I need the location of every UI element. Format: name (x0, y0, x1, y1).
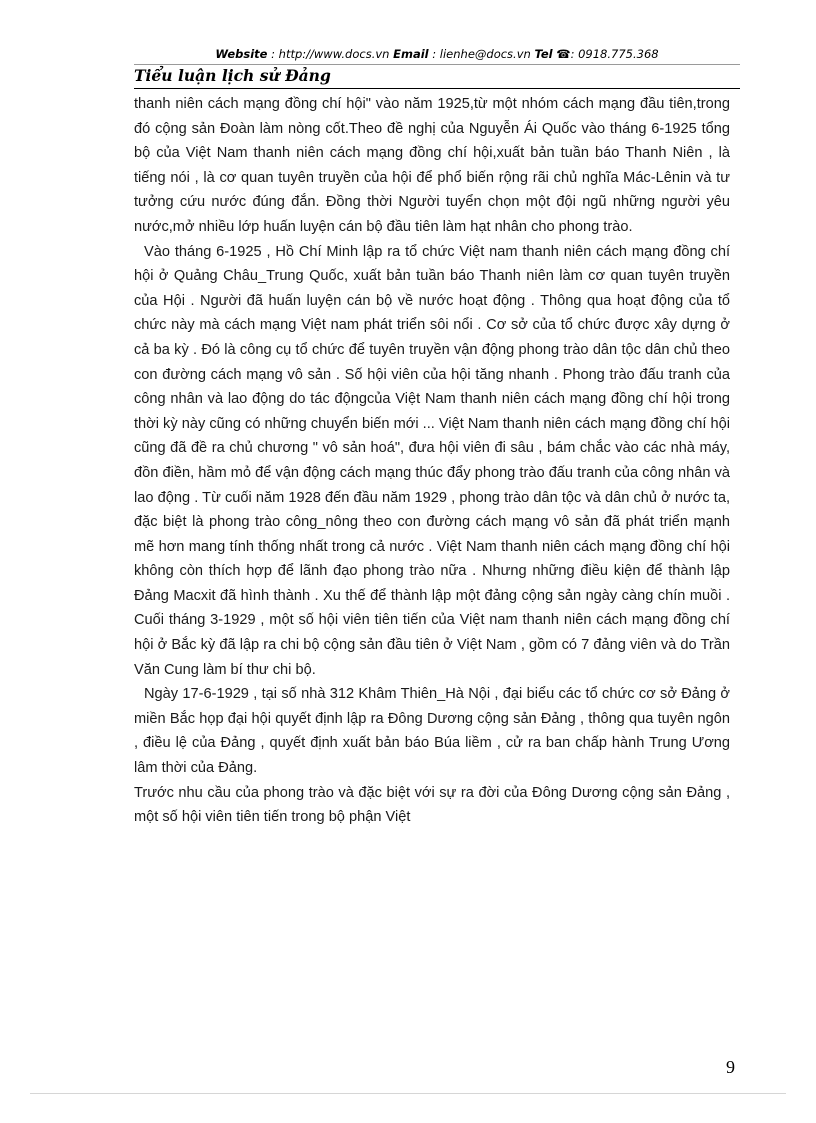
page-bottom-divider (30, 1093, 786, 1094)
title-divider (134, 88, 740, 89)
document-title: Tiểu luận lịch sử Đảng (134, 66, 331, 85)
paragraph: thanh niên cách mạng đồng chí hội" vào năm 1925,từ một nhóm cách mạng đầu tiên,trong đó cộng sản Đoàn làm nòng cốt.Theo đề nghị của Nguyễn Ái Quốc vào tháng 6-1925 tổng bộ của Việt Nam thanh niên cách mạng đồng chí hội,xuất bản tuần báo Thanh Niên , là tiếng nói , là cơ quan tuyên truyền của hội để phổ biến rộng rãi chủ nghĩa Mác-Lênin và tư tưởng cứu nước đúng đắn. Đồng thời Người tuyển chọn một đội ngũ những người yêu nước,mở nhiều lớp huấn luyện cán bộ đầu tiên làm hạt nhân cho phong trào. (134, 96, 730, 235)
paragraph: Trước nhu cầu của phong trào và đặc biệt với sự ra đời của Đông Dương cộng sản Đảng , một số hội viên tiên tiến trong bộ phận Việt (134, 784, 730, 826)
tel-number: 0918.775.368 (578, 47, 659, 61)
phone-icon: ☎ (556, 47, 571, 61)
paragraph: Vào tháng 6-1925 , Hồ Chí Minh lập ra tổ chức Việt nam thanh niên cách mạng đồng chí hội ở Quảng Châu_Trung Quốc, xuất bản tuần báo Thanh niên làm cơ quan tuyên truyền của Hội . Người đã huấn luyện cán bộ về nước hoạt động . Thông qua hoạt động của tổ chức này mà cách mạng Việt nam phát triển sôi nổi . Cơ sở của tổ chức được xây dựng ở cả ba kỳ . Đó là công cụ tổ chức để tuyên truyền vận động phong trào dân tộc dân chủ theo con đường cách mạng vô sản . Số hội viên của hội tăng nhanh . Phong trào đấu tranh của công nhân và lao động do tác độngcủa Việt Nam thanh niên cách mạng đồng chí hội trong thời kỳ này cũng có những chuyển biến mới ... Việt Nam thanh niên cách mạng đồng chí hội cũng đã đề ra chủ chương " vô sản hoá", đưa hội viên đi sâu , bám chắc vào các nhà máy, đồn điền, hầm mỏ để vận động cách mạng thúc đẩy phong trào đấu tranh của công nhân và lao động . Từ cuối năm 1928 đến đầu năm 1929 , phong trào dân tộc và dân chủ ở nước ta, đặc biệt là phong trào công_nông theo con đường cách mạng vô sản đã phát triển mạnh mẽ hơn mang tính thống nhất trong cả nước . Việt Nam thanh niên cách mạng đồng chí hội không còn thích hợp để lãnh đạo phong trào nữa . Nhưng những điều kiện để thành lập Đảng Macxit đã hình thành . Xu thế để thành lập một đảng cộng sản ngày càng chín muồi . Cuối tháng 3-1929 , một số hội viên tiên tiến của Việt nam thanh niên cách mạng đồng chí hội ở Bắc kỳ đã lập ra chi bộ cộng sản đầu tiên ở Việt Nam , gồm có 7 đảng viên và do Trần Văn Cung làm bí thư chi bộ. (134, 243, 730, 678)
email-address: lienhe@docs.vn (439, 47, 531, 61)
website-url: http://www.docs.vn (278, 47, 390, 61)
paragraph: Ngày 17-6-1929 , tại số nhà 312 Khâm Thiên_Hà Nội , đại biểu các tổ chức cơ sở Đảng ở miền Bắc họp đại hội quyết định lập ra Đông Dương cộng sản Đảng , thông qua tuyên ngôn , điều lệ của Đảng , quyết định xuất bản báo Búa liềm , cử ra ban chấp hành Trung Ương lâm thời của Đảng. (134, 686, 730, 777)
email-label: Email (393, 47, 429, 61)
website-separator: : (267, 47, 279, 61)
body-text (134, 92, 730, 830)
email-separator: : (428, 47, 440, 61)
website-label: Website (215, 47, 268, 61)
site-header (134, 47, 740, 61)
tel-separator: : (570, 47, 579, 61)
page-number: 9 (726, 1057, 735, 1077)
tel-label: Tel (534, 47, 553, 61)
header-divider (134, 64, 740, 65)
